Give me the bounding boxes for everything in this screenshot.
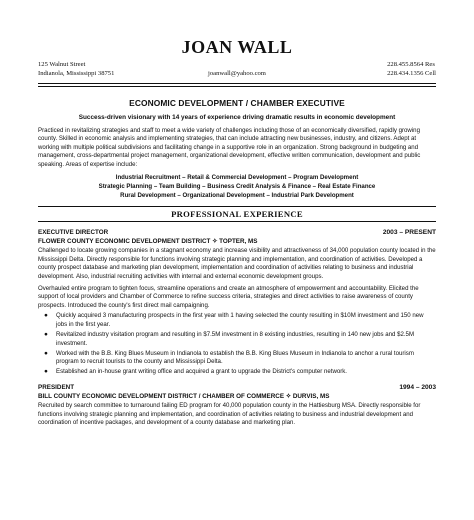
achievement-text: Quickly acquired 3 manufacturing prospects in the first year with 1 having selected the county resulting in $10M investment and 150 new jobs in the first year. [56,312,424,328]
resume-page [38,0,436,428]
achievement-list [38,312,436,377]
summary-headline: ECONOMIC DEVELOPMENT / CHAMBER EXECUTIVE [129,97,345,108]
skills-line: Rural Development – Organizational Development – Industrial Park Development [120,191,354,199]
summary-tagline: Success-driven visionary with 14 years of experience driving dramatic results in economic development [78,113,396,121]
candidate-name: JOAN WALL [181,37,293,57]
list-item [38,350,436,367]
header-divider [38,83,436,87]
job-description: Overhauled entire program to tighten focus, streamline operations and create an atmosphere of empowerment and accountability. Elicited the support of local providers and Chamber of Commerce to refine success criteria, strategies and direct activities to raise awareness of county prospects. Introduced the county's first direct mail campaigning. [38,284,419,309]
job-organization: FLOWER COUNTY ECONOMIC DEVELOPMENT DISTRICT ✧ TOPTER, MS [38,237,258,245]
phone-residence: 228.455.8564 Res [387,61,435,68]
job-description: Challenged to locate growing companies in a stagnant economy and increase visibility and attractiveness of 34,000 population county located in the Mississippi Delta. Directly responsible for functions involving strategic planning and implementation, and coordination of activities. Developed a county prospect database and marketing plan development, implementation and coordination of activities relating to business and industrial development. Also, industrial recruiting activities with internal and external economic development groups. [38,247,436,281]
bullet-icon: ● [44,349,48,357]
phones [387,60,436,78]
list-item [38,312,436,329]
phone-cell: 228.434.1356 Cell [387,70,436,77]
job-dates: 2003 – PRESENT [382,229,436,237]
skills-list [38,174,436,200]
skills-line: Industrial Recruitment – Retail & Commercial Development – Program Development [115,174,359,182]
list-item [38,331,436,348]
list-item [38,368,436,377]
job-header [38,229,436,246]
bullet-icon: ● [44,331,48,339]
email: joanwall@yahoo.com [208,70,266,77]
address-line-1: 125 Walnut Street [38,61,86,68]
job-organization: BILL COUNTY ECONOMIC DEVELOPMENT DISTRICT / CHAMBER OF COMMERCE ✧ DURVIS, MS [38,392,330,400]
section-title-experience: PROFESSIONAL EXPERIENCE [38,206,436,222]
job-description: Recruited by search committee to turnaround failing ED program for 40,000 population county in the Hattiesburg MSA. Directly responsible for functions involving strategic planning and implementation, and coordination of activities relating to business and industrial development and coordination of incentive packages, and development of a county database and marketing plan. [38,402,421,427]
achievement-text: Revitalized industry visitation program and resulting in $7.5M investment in 8 existing industries, resulting in 140 new jobs and $2.5M investment. [56,331,415,347]
summary-paragraph: Practiced in revitalizing strategies and staff to meet a wide variety of challenges including those of an economically diversified, rapidly growing county. Skilled in economic analysis and implementing strategies, that can include attracting new businesses, industry, and citizens. Adept at working with multiple political subdivisions and facilitating change in a supportive role in an organization. Strong background in budgeting and management, cross-departmental project management, organizational development, effective written communication, development and public speaking. Areas of expertise include: [38,126,421,168]
bullet-icon: ● [44,368,48,376]
job-title: PRESIDENT [38,384,75,392]
contact-block [38,60,436,80]
achievement-text: Worked with the B.B. King Blues Museum in Indianola to establish the B.B. King Blues Museum in Indianola to anchor a rural tourism program to recruit tourists to the county and Mississippi Delta. [56,349,414,366]
achievement-text: Established an in-house grant writing office and acquired a grant to upgrade the District's computer network. [56,368,348,376]
address-line-2: Indianola, Mississippi 38751 [38,70,115,77]
bullet-icon: ● [44,312,48,320]
job-title: EXECUTIVE DIRECTOR [38,229,109,237]
skills-line: Strategic Planning – Team Building – Business Credit Analysis & Finance – Real Estate Finance [98,183,376,191]
job-header [38,384,436,401]
job-dates: 1994 – 2003 [399,384,436,392]
